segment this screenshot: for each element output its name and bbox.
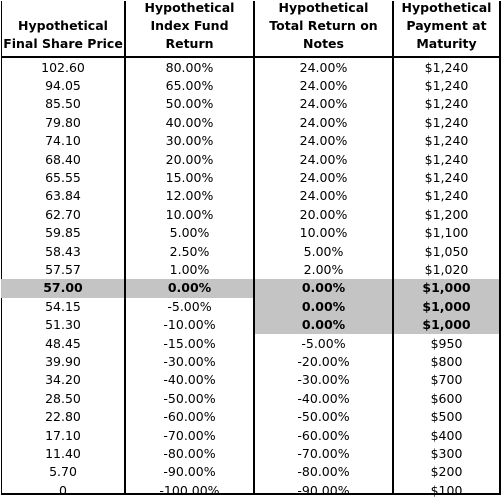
final-share-price-cell: 57.57 [45, 261, 81, 277]
index-fund-return-cell: 10.00% [165, 206, 214, 222]
index-fund-return-cell: -60.00% [163, 409, 216, 425]
index-fund-return-cell: -5.00% [167, 298, 212, 314]
column-divider [392, 1, 394, 495]
index-fund-return-cell: 5.00% [169, 225, 210, 241]
payment-cell: $1,240 [424, 114, 469, 130]
total-return-cell: 0.00% [255, 298, 392, 316]
payment-cell: $1,240 [424, 188, 469, 204]
table-row [1, 77, 501, 95]
total-return-cell: 0.00% [255, 279, 392, 297]
header-line: Maturity [416, 36, 477, 51]
payment-cell: $1,100 [424, 225, 469, 241]
table-row [1, 132, 501, 150]
table-row [1, 59, 501, 77]
index-fund-return-cell: -15.00% [163, 335, 216, 351]
final-share-price-cell: 17.10 [45, 427, 81, 443]
table-row [1, 224, 501, 242]
table-row [1, 371, 501, 389]
table-row [1, 95, 501, 113]
table-row [1, 408, 501, 426]
header-line: Hypothetical [144, 0, 235, 15]
index-fund-return-cell: -70.00% [163, 427, 216, 443]
index-fund-return-cell: 12.00% [165, 188, 214, 204]
payment-cell: $1,240 [424, 96, 469, 112]
total-return-cell: -80.00% [297, 464, 350, 480]
total-return-cell: 20.00% [299, 206, 348, 222]
index-fund-return-cell: 20.00% [165, 151, 214, 167]
index-fund-return-cell: 65.00% [165, 77, 214, 93]
total-return-cell: 24.00% [299, 59, 348, 75]
index-fund-return-cell: -30.00% [163, 353, 216, 369]
final-share-price-cell: 57.00 [1, 279, 125, 297]
table-row [1, 206, 501, 224]
final-share-price-cell: 102.60 [41, 59, 85, 75]
payment-cell: $1,240 [424, 169, 469, 185]
total-return-cell: 24.00% [299, 151, 348, 167]
table-row [1, 390, 501, 408]
final-share-price-cell: 58.43 [45, 243, 81, 259]
return-table [1, 0, 501, 498]
table-row [1, 243, 501, 261]
table-row [1, 463, 501, 481]
header-line: Notes [303, 36, 344, 51]
final-share-price-cell: 51.30 [45, 317, 81, 333]
table-row [1, 316, 501, 334]
total-return-cell: 5.00% [303, 243, 344, 259]
final-share-price-cell: 0 [59, 482, 67, 498]
payment-cell: $300 [430, 445, 463, 461]
total-return-cell: 24.00% [299, 188, 348, 204]
index-fund-return-cell: -10.00% [163, 317, 216, 333]
payment-cell: $1,240 [424, 151, 469, 167]
header-line: Hypothetical [401, 0, 492, 15]
final-share-price-cell: 48.45 [45, 335, 81, 351]
header-line: Payment at [406, 18, 487, 33]
index-fund-return-cell: 15.00% [165, 169, 214, 185]
total-return-cell: 24.00% [299, 96, 348, 112]
payment-cell: $100 [430, 482, 463, 498]
header-line: Index Fund Return [150, 18, 229, 51]
final-share-price-cell: 63.84 [45, 188, 81, 204]
payment-cell: $600 [430, 390, 463, 406]
final-share-price-cell: 54.15 [45, 298, 81, 314]
payment-cell: $1,240 [424, 133, 469, 149]
final-share-price-cell: 22.80 [45, 409, 81, 425]
final-share-price-cell: 11.40 [45, 445, 81, 461]
payment-cell: $800 [430, 353, 463, 369]
payment-cell: $700 [430, 372, 463, 388]
index-fund-return-cell: -40.00% [163, 372, 216, 388]
final-share-price-cell: 39.90 [45, 353, 81, 369]
payment-cell: $1,200 [424, 206, 469, 222]
header-final-share-price [1, 1, 125, 55]
total-return-cell: -40.00% [297, 390, 350, 406]
index-fund-return-cell: -80.00% [163, 445, 216, 461]
total-return-cell: 24.00% [299, 114, 348, 130]
final-share-price-cell: 65.55 [45, 169, 81, 185]
table-row [1, 427, 501, 445]
table-row [1, 187, 501, 205]
index-fund-return-cell: 0.00% [126, 279, 253, 297]
total-return-cell: 24.00% [299, 77, 348, 93]
index-fund-return-cell: -100.00% [159, 482, 220, 498]
table-row [1, 169, 501, 187]
header-line: Final Share Price [3, 36, 123, 51]
final-share-price-cell: 85.50 [45, 96, 81, 112]
total-return-cell: -5.00% [301, 335, 346, 351]
final-share-price-cell: 5.70 [49, 464, 77, 480]
final-share-price-cell: 68.40 [45, 151, 81, 167]
table-row [1, 261, 501, 279]
total-return-cell: -90.00% [297, 482, 350, 498]
payment-cell: $1,000 [394, 316, 499, 334]
column-divider [124, 1, 126, 495]
payment-cell: $400 [430, 427, 463, 443]
index-fund-return-cell: 30.00% [165, 133, 214, 149]
final-share-price-cell: 94.05 [45, 77, 81, 93]
header-index-fund-return [126, 1, 253, 55]
total-return-cell: 10.00% [299, 225, 348, 241]
final-share-price-cell: 79.80 [45, 114, 81, 130]
header-payment-at-maturity [394, 1, 499, 55]
index-fund-return-cell: 1.00% [169, 261, 210, 277]
table-row [1, 114, 501, 132]
payment-cell: $1,020 [424, 261, 469, 277]
total-return-cell: 24.00% [299, 133, 348, 149]
index-fund-return-cell: -90.00% [163, 464, 216, 480]
table-row [1, 353, 501, 371]
total-return-cell: -70.00% [297, 445, 350, 461]
total-return-cell: -60.00% [297, 427, 350, 443]
table-row [1, 335, 501, 353]
table-row [1, 279, 501, 297]
header-line: Hypothetical [278, 0, 369, 15]
payment-cell: $950 [430, 335, 463, 351]
index-fund-return-cell: 40.00% [165, 114, 214, 130]
payment-cell: $1,050 [424, 243, 469, 259]
table-row [1, 298, 501, 316]
index-fund-return-cell: 50.00% [165, 96, 214, 112]
table-row [1, 151, 501, 169]
table-row [1, 482, 501, 500]
final-share-price-cell: 59.85 [45, 225, 81, 241]
total-return-cell: 0.00% [255, 316, 392, 334]
total-return-cell: -20.00% [297, 353, 350, 369]
column-divider [253, 1, 255, 495]
index-fund-return-cell: 80.00% [165, 59, 214, 75]
header-line: Hypothetical [18, 18, 108, 33]
total-return-cell: -50.00% [297, 409, 350, 425]
table-row [1, 445, 501, 463]
payment-cell: $1,000 [394, 298, 499, 316]
total-return-cell: 2.00% [303, 261, 344, 277]
payment-cell: $1,000 [394, 279, 499, 297]
payment-cell: $1,240 [424, 77, 469, 93]
final-share-price-cell: 62.70 [45, 206, 81, 222]
index-fund-return-cell: -50.00% [163, 390, 216, 406]
payment-cell: $1,240 [424, 59, 469, 75]
header-total-return-on-notes [255, 1, 392, 55]
index-fund-return-cell: 2.50% [169, 243, 210, 259]
total-return-cell: -30.00% [297, 372, 350, 388]
payment-cell: $500 [430, 409, 463, 425]
payment-cell: $200 [430, 464, 463, 480]
final-share-price-cell: 74.10 [45, 133, 81, 149]
total-return-cell: 24.00% [299, 169, 348, 185]
header-line: Total Return on [269, 18, 378, 33]
final-share-price-cell: 28.50 [45, 390, 81, 406]
final-share-price-cell: 34.20 [45, 372, 81, 388]
